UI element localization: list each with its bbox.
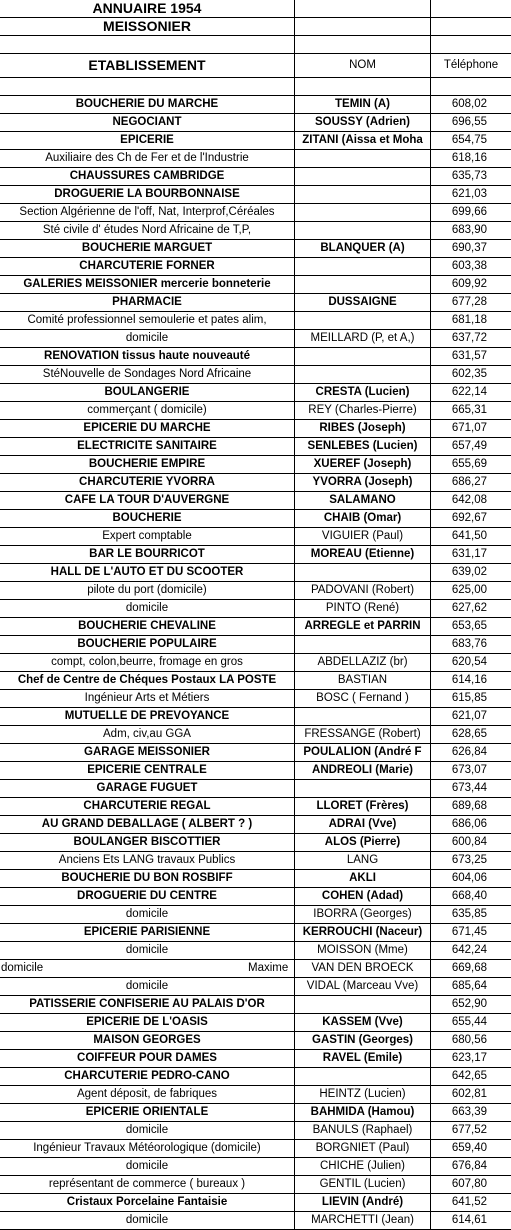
- etablissement-cell: NEGOCIANT: [112, 116, 182, 128]
- empty-cell: [294, 0, 430, 17]
- etablissement-cell: BOULANGERIE: [104, 386, 190, 398]
- nom-cell: REY (Charles-Pierre): [294, 402, 430, 419]
- nom-cell: PADOVANI (Robert): [294, 582, 430, 599]
- etablissement-cell: Ingénieur Arts et Métiers: [84, 692, 210, 704]
- etablissement-cell: GARAGE FUGUET: [96, 782, 198, 794]
- table-row: [0, 546, 511, 564]
- nom-cell: YVORRA (Joseph): [294, 474, 430, 491]
- telephone-cell: 614,16: [430, 672, 511, 689]
- etablissement-cell: GARAGE MEISSONIER: [84, 746, 210, 758]
- table-row: [0, 114, 511, 132]
- directory-title: ANNUAIRE 1954: [92, 0, 202, 16]
- table-row: [0, 1140, 511, 1158]
- nom-cell: [294, 780, 430, 797]
- nom-cell: ARREGLE et PARRIN: [294, 618, 430, 635]
- nom-cell: LLORET (Frères): [294, 798, 430, 815]
- table-row: [0, 402, 511, 420]
- telephone-cell: 668,40: [430, 888, 511, 905]
- header-row: [0, 54, 511, 78]
- table-row: [0, 294, 511, 312]
- etablissement-cell: EPICERIE DE L'OASIS: [86, 1016, 208, 1028]
- telephone-cell: 696,55: [430, 114, 511, 131]
- table-row: [0, 510, 511, 528]
- nom-cell: [294, 204, 430, 221]
- telephone-cell: 657,49: [430, 438, 511, 455]
- empty-cell: [294, 36, 430, 53]
- nom-cell: CHICHE (Julien): [294, 1158, 430, 1175]
- table-row: [0, 240, 511, 258]
- nom-cell: PINTO (René): [294, 600, 430, 617]
- etablissement-cell: HALL DE L'AUTO ET DU SCOOTER: [50, 566, 244, 578]
- telephone-cell: 621,03: [430, 186, 511, 203]
- nom-cell: MOREAU (Etienne): [294, 546, 430, 563]
- nom-cell: [294, 1068, 430, 1085]
- etablissement-cell: domicile: [125, 332, 169, 344]
- telephone-cell: 669,68: [430, 960, 511, 977]
- table-row: [0, 312, 511, 330]
- nom-cell: RIBES (Joseph): [294, 420, 430, 437]
- table-row: [0, 582, 511, 600]
- telephone-cell: 609,92: [430, 276, 511, 293]
- etablissement-cell: MAISON GEORGES: [93, 1034, 201, 1046]
- nom-cell: [294, 312, 430, 329]
- etablissement-cell: CHARCUTERIE PEDRO-CANO: [64, 1070, 230, 1082]
- nom-cell: SALAMANO: [294, 492, 430, 509]
- nom-cell: [294, 258, 430, 275]
- telephone-cell: 673,07: [430, 762, 511, 779]
- etablissement-cell: domicile: [125, 980, 169, 992]
- etablissement-cell: Expert comptable: [102, 530, 192, 542]
- column-header-etablissement: ETABLISSEMENT: [88, 57, 206, 73]
- telephone-cell: 655,44: [430, 1014, 511, 1031]
- table-row: [0, 366, 511, 384]
- table-row: [0, 600, 511, 618]
- nom-cell: [294, 996, 430, 1013]
- table-row: [0, 384, 511, 402]
- telephone-cell: 655,69: [430, 456, 511, 473]
- table-row: [0, 348, 511, 366]
- etablissement-cell: CAFE LA TOUR D'AUVERGNE: [64, 494, 230, 506]
- empty-cell: [0, 36, 294, 53]
- etablissement-cell: PHARMACIE: [112, 296, 182, 308]
- nom-cell: DUSSAIGNE: [294, 294, 430, 311]
- telephone-cell: 699,66: [430, 204, 511, 221]
- etablissement-cell: domicile: [125, 1214, 169, 1226]
- etablissement-cell: Section Algérienne de l'off, Nat, Interprof,Céréales: [19, 206, 275, 218]
- etablissement-cell: compt, colon,beurre, fromage en gros: [51, 656, 243, 668]
- nom-cell: BORGNIET (Paul): [294, 1140, 430, 1157]
- telephone-cell: 637,72: [430, 330, 511, 347]
- table-row: [0, 186, 511, 204]
- table-row: [0, 564, 511, 582]
- table-row: [0, 438, 511, 456]
- table-row: [0, 762, 511, 780]
- nom-cell: [294, 348, 430, 365]
- etablissement-cell: BOUCHERIE EMPIRE: [88, 458, 206, 470]
- spacer-row: [0, 78, 511, 96]
- table-row: [0, 1050, 511, 1068]
- nom-cell: LIEVIN (André): [294, 1194, 430, 1211]
- telephone-cell: 686,06: [430, 816, 511, 833]
- telephone-cell: 659,40: [430, 1140, 511, 1157]
- telephone-cell: 602,81: [430, 1086, 511, 1103]
- etablissement-cell: Anciens Ets LANG travaux Publics: [58, 854, 236, 866]
- nom-cell: [294, 222, 430, 239]
- nom-cell: [294, 276, 430, 293]
- nom-cell: [294, 636, 430, 653]
- nom-cell: KASSEM (Vve): [294, 1014, 430, 1031]
- etablissement-cell: CHAUSSURES CAMBRIDGE: [69, 170, 225, 182]
- table-row: [0, 150, 511, 168]
- etablissement-cell: MUTUELLE DE PREVOYANCE: [64, 710, 230, 722]
- table-row: [0, 1194, 511, 1212]
- etablissement-cell: BOUCHERIE: [112, 512, 182, 524]
- table-row: [0, 1068, 511, 1086]
- table-row: [0, 654, 511, 672]
- directory-subtitle: MEISSONIER: [103, 18, 191, 34]
- nom-cell: KERROUCHI (Naceur): [294, 924, 430, 941]
- nom-cell: ZITANI (Aissa et Moha: [294, 132, 430, 149]
- telephone-cell: 602,35: [430, 366, 511, 383]
- telephone-cell: 685,64: [430, 978, 511, 995]
- table-row: [0, 474, 511, 492]
- etablissement-cell: RENOVATION tissus haute nouveauté: [44, 350, 250, 362]
- etablissement-cell: EPICERIE DU MARCHE: [83, 422, 211, 434]
- telephone-cell: 607,80: [430, 1176, 511, 1193]
- nom-cell: BASTIAN: [294, 672, 430, 689]
- telephone-cell: 690,37: [430, 240, 511, 257]
- telephone-cell: 671,45: [430, 924, 511, 941]
- etablissement-cell: GALERIES MEISSONIER mercerie bonneterie: [23, 278, 271, 290]
- nom-cell: RAVEL (Emile): [294, 1050, 430, 1067]
- nom-cell: BANULS (Raphael): [294, 1122, 430, 1139]
- nom-cell: ADRAI (Vve): [294, 816, 430, 833]
- telephone-cell: 641,50: [430, 528, 511, 545]
- directory-rows: [0, 96, 511, 1230]
- table-row: [0, 1212, 511, 1230]
- etablissement-cell: ELECTRICITE SANITAIRE: [77, 440, 217, 452]
- telephone-cell: 642,08: [430, 492, 511, 509]
- table-row: [0, 690, 511, 708]
- telephone-cell: 653,65: [430, 618, 511, 635]
- table-row: [0, 258, 511, 276]
- telephone-cell: 603,38: [430, 258, 511, 275]
- telephone-cell: 615,85: [430, 690, 511, 707]
- nom-cell: [294, 150, 430, 167]
- nom-cell: IBORRA (Georges): [294, 906, 430, 923]
- etablissement-cell: CHARCUTERIE YVORRA: [79, 476, 215, 488]
- etablissement-cell: DROGUERIE LA BOURBONNAISE: [54, 188, 240, 200]
- nom-cell: MEILLARD (P, et A,): [294, 330, 430, 347]
- telephone-cell: 641,52: [430, 1194, 511, 1211]
- spacer-row: [0, 36, 511, 54]
- nom-cell: SENLEBES (Lucien): [294, 438, 430, 455]
- nom-cell: BLANQUER (A): [294, 240, 430, 257]
- table-row: [0, 960, 511, 978]
- nom-cell: [294, 708, 430, 725]
- nom-cell: TEMIN (A): [294, 96, 430, 113]
- telephone-cell: 683,76: [430, 636, 511, 653]
- etablissement-cell: domicile: [125, 944, 169, 956]
- table-row: [0, 528, 511, 546]
- table-row: [0, 618, 511, 636]
- telephone-cell: 627,62: [430, 600, 511, 617]
- nom-cell: VAN DEN BROECK: [294, 960, 430, 977]
- etablissement-cell: PATISSERIE CONFISERIE AU PALAIS D'OR: [29, 998, 265, 1010]
- etablissement-cell: domicile: [125, 602, 169, 614]
- telephone-cell: 681,18: [430, 312, 511, 329]
- nom-cell: ALOS (Pierre): [294, 834, 430, 851]
- nom-cell: [294, 366, 430, 383]
- nom-cell: GASTIN (Georges): [294, 1032, 430, 1049]
- table-row: [0, 492, 511, 510]
- etablissement-cell: EPICERIE PARISIENNE: [83, 926, 211, 938]
- nom-cell: ANDREOLI (Marie): [294, 762, 430, 779]
- nom-cell: AKLI: [294, 870, 430, 887]
- nom-cell: LANG: [294, 852, 430, 869]
- table-row: [0, 834, 511, 852]
- table-row: [0, 744, 511, 762]
- table-row: [0, 978, 511, 996]
- etablissement-cell: domicile: [125, 908, 169, 920]
- telephone-cell: 622,14: [430, 384, 511, 401]
- nom-cell: MARCHETTI (Jean): [294, 1212, 430, 1229]
- column-header-telephone: Téléphone: [430, 54, 511, 77]
- telephone-cell: 628,65: [430, 726, 511, 743]
- table-row: [0, 726, 511, 744]
- nom-cell: GENTIL (Lucien): [294, 1176, 430, 1193]
- table-row: [0, 996, 511, 1014]
- table-row: [0, 798, 511, 816]
- etablissement-cell: BOUCHERIE CHEVALINE: [78, 620, 216, 632]
- telephone-cell: 626,84: [430, 744, 511, 761]
- table-row: [0, 906, 511, 924]
- telephone-cell: 689,68: [430, 798, 511, 815]
- empty-cell: [0, 78, 294, 95]
- telephone-cell: 680,56: [430, 1032, 511, 1049]
- etablissement-cell: Auxiliaire des Ch de Fer et de l'Industrie: [45, 152, 249, 164]
- telephone-cell: 600,84: [430, 834, 511, 851]
- etablissement-cell: BOUCHERIE POPULAIRE: [77, 638, 217, 650]
- nom-cell: CHAIB (Omar): [294, 510, 430, 527]
- etablissement-cell: Adm, civ,au GGA: [103, 728, 191, 740]
- telephone-cell: 677,52: [430, 1122, 511, 1139]
- etablissement-cell: Sté civile d' études Nord Africaine de T,P,: [42, 224, 252, 236]
- table-row: [0, 870, 511, 888]
- telephone-cell: 604,06: [430, 870, 511, 887]
- etablissement-cell: [0, 960, 294, 977]
- etablissement-cell: EPICERIE CENTRALE: [87, 764, 207, 776]
- telephone-cell: 663,39: [430, 1104, 511, 1121]
- table-row: [0, 168, 511, 186]
- nom-cell: MOISSON (Mme): [294, 942, 430, 959]
- telephone-cell: 692,67: [430, 510, 511, 527]
- nom-cell: HEINTZ (Lucien): [294, 1086, 430, 1103]
- nom-cell: BAHMIDA (Hamou): [294, 1104, 430, 1121]
- table-row: [0, 1104, 511, 1122]
- telephone-cell: 642,24: [430, 942, 511, 959]
- table-row: [0, 852, 511, 870]
- etablissement-cell: BOUCHERIE DU MARCHE: [75, 98, 219, 110]
- telephone-cell: 625,00: [430, 582, 511, 599]
- table-row: [0, 636, 511, 654]
- etablissement-cell: Agent déposit, de fabriques: [76, 1088, 218, 1100]
- nom-cell: ABDELLAZIZ (br): [294, 654, 430, 671]
- empty-cell: [430, 18, 511, 35]
- etablissement-cell: CHARCUTERIE FORNER: [79, 260, 215, 272]
- table-row: [0, 456, 511, 474]
- table-row: [0, 1086, 511, 1104]
- etablissement-cell: COIFFEUR POUR DAMES: [77, 1052, 217, 1064]
- table-row: [0, 1122, 511, 1140]
- etablissement-text: domicile: [1, 962, 44, 974]
- etablissement-cell: commerçant ( domicile): [87, 404, 207, 416]
- table-row: [0, 708, 511, 726]
- etablissement-cell: Comité professionnel semoulerie et pates alim,: [27, 314, 267, 326]
- table-row: [0, 888, 511, 906]
- table-row: [0, 276, 511, 294]
- telephone-cell: 639,02: [430, 564, 511, 581]
- empty-cell: [430, 36, 511, 53]
- telephone-cell: 652,90: [430, 996, 511, 1013]
- table-row: [0, 132, 511, 150]
- nom-cell: COHEN (Adad): [294, 888, 430, 905]
- etablissement-cell: DROGUERIE DU CENTRE: [77, 890, 217, 902]
- table-row: [0, 942, 511, 960]
- etablissement-cell: EPICERIE: [120, 134, 174, 146]
- table-row: [0, 816, 511, 834]
- table-row: [0, 1032, 511, 1050]
- etablissement-cell: domicile: [125, 1160, 169, 1172]
- telephone-cell: 673,44: [430, 780, 511, 797]
- telephone-cell: 642,65: [430, 1068, 511, 1085]
- telephone-cell: 671,07: [430, 420, 511, 437]
- telephone-cell: 631,57: [430, 348, 511, 365]
- table-row: [0, 1158, 511, 1176]
- table-row: [0, 1014, 511, 1032]
- etablissement-cell: pilote du port (domicile): [87, 584, 207, 596]
- title-row-1: [0, 0, 511, 18]
- telephone-cell: 683,90: [430, 222, 511, 239]
- etablissement-cell: BOUCHERIE DU BON ROSBIFF: [61, 872, 233, 884]
- etablissement-cell: BAR LE BOURRICOT: [89, 548, 205, 560]
- etablissement-cell: BOULANGER BISCOTTIER: [73, 836, 221, 848]
- telephone-cell: 623,17: [430, 1050, 511, 1067]
- table-row: [0, 780, 511, 798]
- etablissement-cell: domicile: [125, 1124, 169, 1136]
- telephone-cell: 614,61: [430, 1212, 511, 1229]
- nom-cell: [294, 168, 430, 185]
- etablissement-cell: CHARCUTERIE REGAL: [83, 800, 211, 812]
- nom-cell: CRESTA (Lucien): [294, 384, 430, 401]
- empty-cell: [294, 18, 430, 35]
- telephone-cell: 686,27: [430, 474, 511, 491]
- column-header-nom: NOM: [294, 54, 430, 77]
- empty-cell: [294, 78, 430, 95]
- table-row: [0, 330, 511, 348]
- title-row-2: [0, 18, 511, 36]
- telephone-cell: 620,54: [430, 654, 511, 671]
- table-row: [0, 672, 511, 690]
- nom-cell: XUEREF (Joseph): [294, 456, 430, 473]
- nom-cell: [294, 186, 430, 203]
- empty-cell: [430, 0, 511, 17]
- telephone-cell: 618,16: [430, 150, 511, 167]
- table-row: [0, 420, 511, 438]
- table-row: [0, 204, 511, 222]
- telephone-cell: 676,84: [430, 1158, 511, 1175]
- nom-cell: POULALION (André F: [294, 744, 430, 761]
- telephone-cell: 635,73: [430, 168, 511, 185]
- etablissement-cell: Chef de Centre de Chéques Postaux LA POSTE: [17, 674, 277, 686]
- etablissement-cell: AU GRAND DEBALLAGE ( ALBERT ? ): [41, 818, 253, 830]
- nom-cell: BOSC ( Fernand ): [294, 690, 430, 707]
- nom-cell: SOUSSY (Adrien): [294, 114, 430, 131]
- nom-cell: VIDAL (Marceau Vve): [294, 978, 430, 995]
- table-row: [0, 222, 511, 240]
- table-row: [0, 1176, 511, 1194]
- telephone-cell: 631,17: [430, 546, 511, 563]
- etablissement-cell: BOUCHERIE MARGUET: [81, 242, 213, 254]
- table-row: [0, 96, 511, 114]
- nom-cell: [294, 564, 430, 581]
- etablissement-cell: EPICERIE ORIENTALE: [85, 1106, 209, 1118]
- nom-cell: VIGUIER (Paul): [294, 528, 430, 545]
- telephone-cell: 665,31: [430, 402, 511, 419]
- telephone-cell: 673,25: [430, 852, 511, 869]
- etablissement-extra-text: Maxime: [248, 962, 289, 974]
- telephone-cell: 654,75: [430, 132, 511, 149]
- empty-cell: [430, 78, 511, 95]
- telephone-cell: 677,28: [430, 294, 511, 311]
- table-row: [0, 924, 511, 942]
- etablissement-cell: représentant de commerce ( bureaux ): [48, 1178, 246, 1190]
- etablissement-cell: StéNouvelle de Sondages Nord Africaine: [42, 368, 252, 380]
- etablissement-cell: Cristaux Porcelaine Fantaisie: [66, 1196, 228, 1208]
- etablissement-cell: Ingénieur Travaux Météorologique (domicile): [33, 1142, 261, 1154]
- telephone-cell: 635,85: [430, 906, 511, 923]
- telephone-cell: 621,07: [430, 708, 511, 725]
- nom-cell: FRESSANGE (Robert): [294, 726, 430, 743]
- telephone-cell: 608,02: [430, 96, 511, 113]
